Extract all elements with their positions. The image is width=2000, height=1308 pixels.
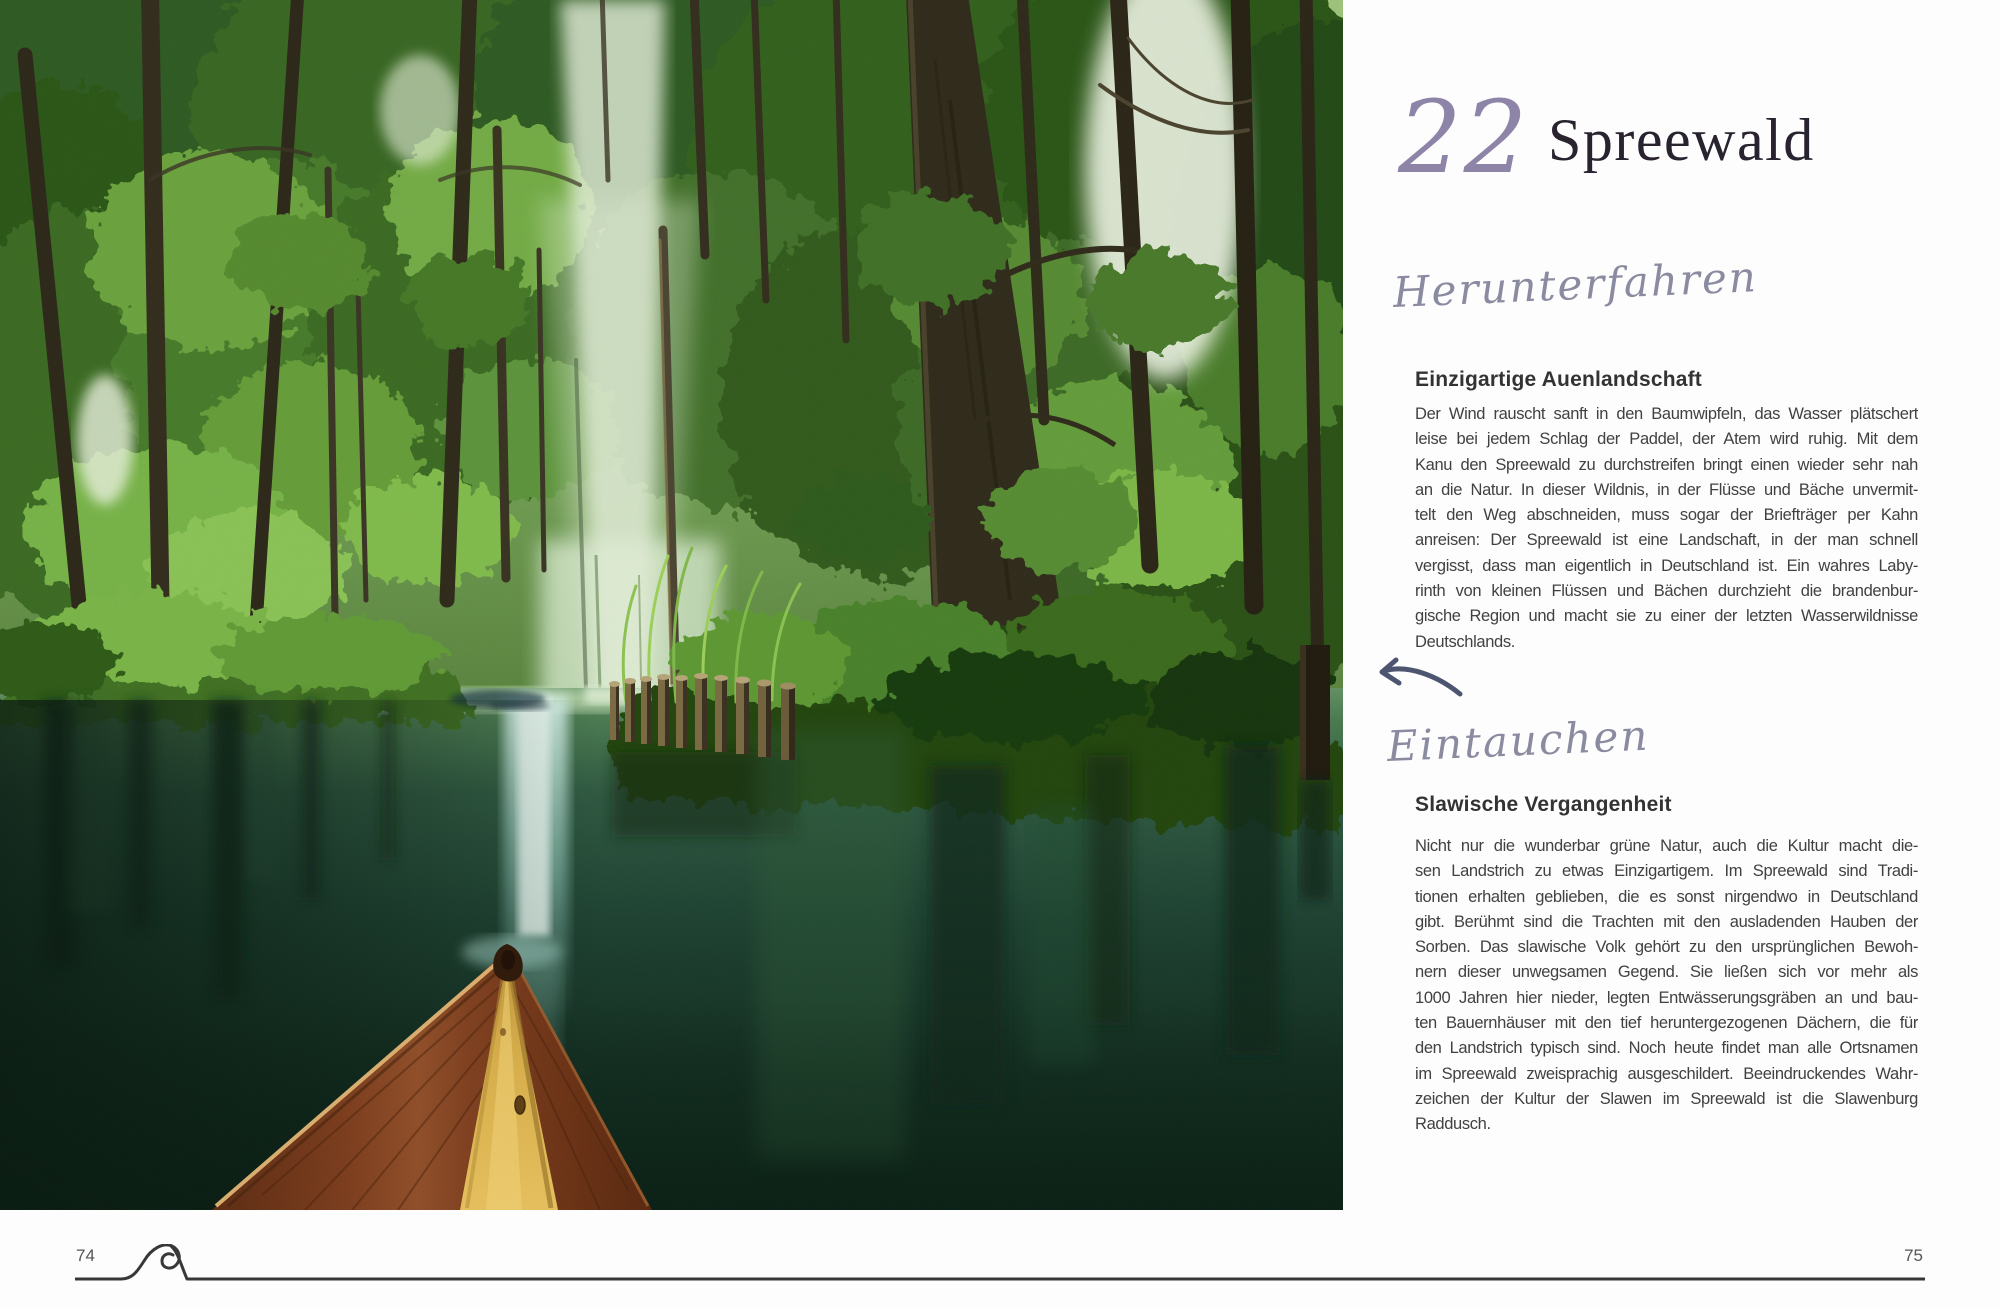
- wave-icon: [75, 1244, 1925, 1290]
- script-heading-herunterfahren: Herunterfahren: [1391, 252, 1759, 317]
- text-line: tionen erhalten geblieben, die es sonst nirgendwo in Deutschland: [1415, 887, 1918, 906]
- text-line: anreisen: Der Spreewald ist eine Landschaft, in der man schnell: [1415, 531, 1918, 550]
- chapter-title: Spreewald: [1548, 107, 1815, 173]
- text-line: leise bei jedem Schlag der Paddel, der Atem wird ruhig. Mit dem: [1415, 430, 1918, 449]
- text-line: Deutschlands.: [1415, 632, 1516, 651]
- text-line: Der Wind rauscht sanft in den Baumwipfeln, das Wasser plätschert: [1415, 405, 1918, 423]
- chapter-number: 22: [1398, 79, 1530, 196]
- body-paragraph-1: [1415, 402, 1918, 655]
- text-line: an die Natur. In dieser Wildnis, in der Flüsse und Bäche unvermit-: [1415, 480, 1918, 499]
- text-line: rinth von kleinen Flüssen und Bächen durchzieht die brandenbur-: [1415, 582, 1918, 601]
- text-line: 1000 Jahren hier nieder, legten Entwässerungsgräben an und bau-: [1415, 988, 1918, 1007]
- text-line: den Landstrich typisch sind. Noch heute findet man alle Ortsnamen: [1415, 1039, 1918, 1058]
- text-line: sen Landstrich zu etwas Einzigartigem. Im Spreewald sind Tradi-: [1415, 862, 1918, 881]
- text-line: Kanu den Spreewald zu durchstreifen bringt einen wieder sehr nah: [1415, 455, 1918, 474]
- text-line: vergisst, dass man eigentlich in Deutschland ist. Ein wahres Laby-: [1415, 556, 1918, 575]
- text-line: zeichen der Kultur der Slawen im Spreewald ist die Slawenburg: [1415, 1089, 1918, 1108]
- text-line: gibt. Berühmt sind die Trachten mit den ausladenden Hauben der: [1415, 912, 1918, 931]
- text-line: nern dieser unwegsamen Gegend. Sie ließen sich vor mehr als: [1415, 963, 1918, 982]
- subheading-auenlandschaft: Einzigartige Auenlandschaft: [1415, 368, 1702, 391]
- text-line: telt den Weg abschneiden, muss sogar der Briefträger per Kahn: [1415, 506, 1918, 525]
- text-line: Nicht nur die wunderbar grüne Natur, auch die Kultur macht die-: [1415, 837, 1918, 855]
- text-line: Sorben. Das slawische Volk gehört zu den ursprünglichen Bewoh-: [1415, 938, 1918, 957]
- script-heading-eintauchen: Eintauchen: [1385, 710, 1651, 771]
- text-line: ten Bauernhäuser mit den tief heruntergezogenen Dächern, die für: [1415, 1014, 1918, 1033]
- curved-arrow-left-icon: [1372, 656, 1467, 704]
- text-line: Raddusch.: [1415, 1115, 1491, 1134]
- page-number-right: 75: [1904, 1246, 1923, 1265]
- body-paragraph-2: [1415, 834, 1918, 1138]
- text-line: im Spreewald zweisprachig ausgeschildert. Beeindruckendes Wahr-: [1415, 1064, 1918, 1083]
- subheading-vergangenheit: Slawische Vergangenheit: [1415, 793, 1672, 816]
- page-number-left: 74: [76, 1246, 95, 1265]
- footer-rule-with-wave: [75, 1244, 1925, 1290]
- text-line: gische Region und macht sie zu einer der letzten Wasserwildnisse: [1415, 607, 1918, 626]
